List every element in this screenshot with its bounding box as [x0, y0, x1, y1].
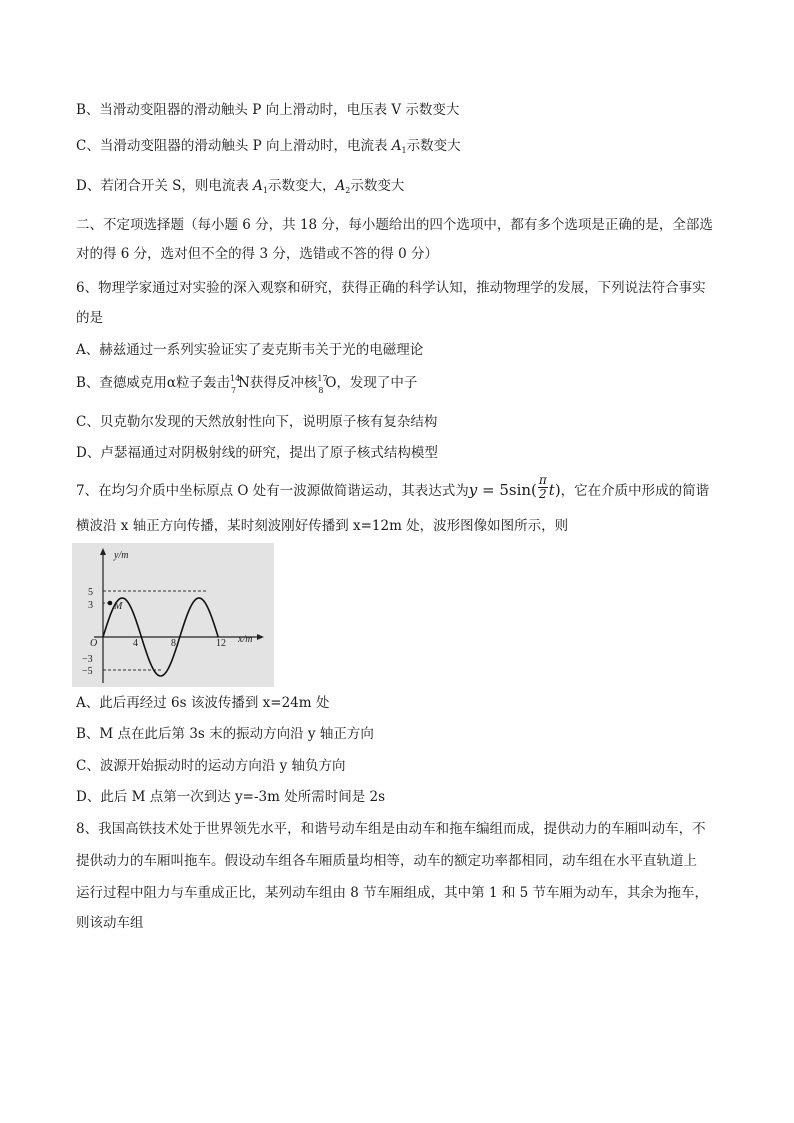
question-7-line1: 7、在均匀介质中坐标原点 O 处有一波源做简谐运动，其表达式为y = 5sin( $\frac{\pi}{2}$ t)，它在介质中形成的简谐	[76, 472, 710, 501]
x-axis-arrow	[257, 634, 264, 640]
y-tick-5: 5	[88, 587, 93, 598]
question-8-line3: 运行过程中阻力与车重成正比，某列动车组由 8 节车厢组成，其中第 1 和 5 节车厢为动车，其余为拖车，	[76, 885, 709, 901]
x-tick-8: 8	[171, 638, 176, 649]
x-tick-4: 4	[133, 638, 138, 649]
point-m	[108, 601, 113, 606]
section-heading-line1: 二、不定项选择题（每小题 6 分，共 18 分，每小题给出的四个选项中，都有多个选项是正确的是，全部选	[76, 217, 713, 233]
option-c-q6: C、贝克勒尔发现的天然放射性向下，说明原子核有复杂结构	[76, 414, 438, 430]
question-6-line2: 的是	[76, 310, 103, 326]
option-b-q6: B、查德威克用α粒子轰击 14 7 N获得反冲核 17 8 O，发现了中子	[76, 374, 418, 395]
option-c-q5: C、当滑动变阻器的滑动触头 P 向上滑动时，电流表 $A_1$示数变大	[76, 138, 461, 155]
wave-graph	[72, 543, 274, 687]
question-8-line4: 则该动车组	[76, 915, 144, 931]
section-heading-line2: 对的得 6 分，选对但不全的得 3 分，选错或不答的得 0 分）	[76, 246, 439, 262]
option-d-q5: D、若闭合开关 S，则电流表 $A_1$示数变大，$A_2$示数变大	[76, 178, 405, 195]
y-axis-label: y/m	[114, 550, 129, 561]
y-axis-arrow	[100, 548, 106, 555]
option-d-q7: D、此后 M 点第一次到达 y=-3m 处所需时间是 2s	[76, 789, 386, 805]
y-tick-neg5: −5	[82, 666, 93, 677]
x-tick-12: 12	[216, 638, 226, 649]
y-tick-neg3: −3	[82, 654, 93, 665]
question-6-line1: 6、物理学家通过对实验的深入观察和研究，获得正确的科学认知，推动物理学的发展，下列说法符合事实	[76, 280, 706, 296]
option-b-q5: B、当滑动变阻器的滑动触头 P 向上滑动时，电压表 V 示数变大	[76, 102, 460, 118]
origin-label: O	[90, 638, 98, 649]
option-c-q7: C、波源开始振动时的运动方向沿 y 轴负方向	[76, 758, 346, 774]
point-m-label: M	[114, 601, 123, 612]
option-b-q7: B、M 点在此后第 3s 末的振动方向沿 y 轴正方向	[76, 726, 374, 742]
x-axis-label: x/m	[238, 634, 253, 645]
question-8-line2: 提供动力的车厢叫拖车。假设动车组各车厢质量均相等，动车的额定功率都相同，动车组在水平直轨道上	[76, 853, 697, 869]
option-a-q7: A、此后再经过 6s 该波传播到 x=24m 处	[76, 695, 330, 711]
option-a-q6: A、赫兹通过一系列实验证实了麦克斯韦关于光的电磁理论	[76, 342, 424, 358]
question-8-line1: 8、我国高铁技术处于世界领先水平，和谐号动车组是由动车和拖车编组而成，提供动力的车厢叫动车，不	[76, 821, 706, 837]
y-tick-3: 3	[88, 600, 93, 611]
question-7-line2: 横波沿 x 轴正方向传播，某时刻波刚好传播到 x=12m 处，波形图像如图所示，则	[76, 518, 569, 534]
option-d-q6: D、卢瑟福通过对阴极射线的研究，提出了原子核式结构模型	[76, 445, 438, 461]
